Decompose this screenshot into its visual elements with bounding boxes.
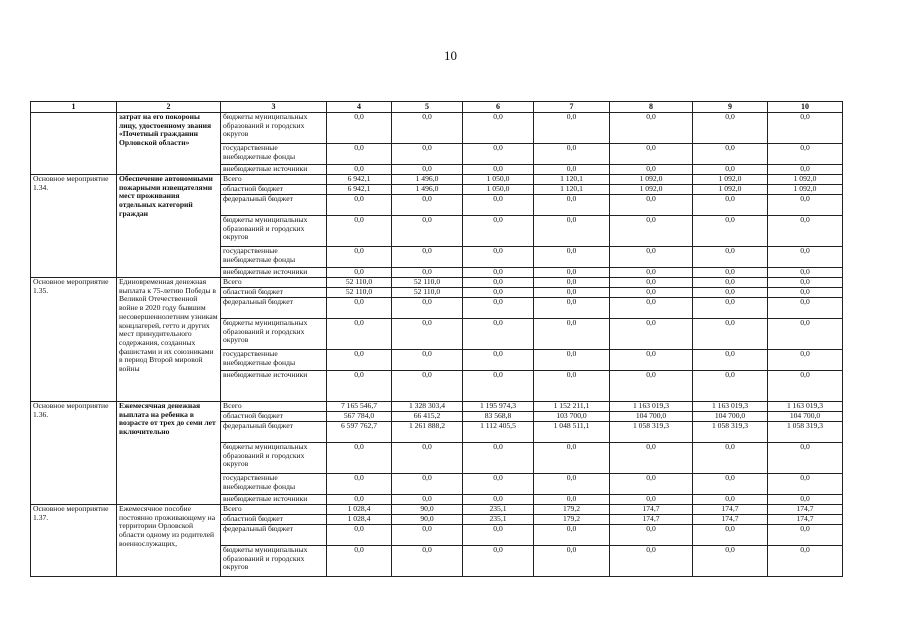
value-cell: 1 050,0 [463,185,534,195]
value-cell: 0,0 [693,546,768,577]
header-row [31,102,843,113]
funding-source-cell: Всего [221,402,327,412]
value-cell: 0,0 [610,525,693,546]
value-cell: 52 110,0 [392,288,463,298]
funding-source-cell: государственные внебюджетные фонды [221,247,327,268]
value-cell: 52 110,0 [327,278,392,288]
funding-source-cell: областной бюджет [221,288,327,298]
value-cell: 104 700,0 [610,412,693,422]
value-cell: 0,0 [463,474,534,495]
value-cell: 0,0 [693,443,768,474]
value-cell: 0,0 [327,144,392,165]
value-cell: 0,0 [610,288,693,298]
value-cell: 174,7 [610,505,693,515]
value-cell: 0,0 [768,268,843,278]
value-cell: 1 092,0 [693,175,768,185]
value-cell: 0,0 [392,165,463,175]
event-number-cell: Основное мероприятие 1.35. [31,278,117,402]
value-cell: 1 058 319,3 [610,422,693,443]
value-cell: 0,0 [768,443,843,474]
value-cell: 567 784,0 [327,412,392,422]
value-cell: 0,0 [463,546,534,577]
value-cell: 0,0 [768,350,843,371]
value-cell: 0,0 [610,495,693,505]
value-cell: 1 496,0 [392,175,463,185]
value-cell: 0,0 [534,165,610,175]
value-cell: 0,0 [610,144,693,165]
funding-source-cell: областной бюджет [221,515,327,525]
value-cell: 0,0 [534,113,610,144]
value-cell: 66 415,2 [392,412,463,422]
value-cell: 0,0 [463,278,534,288]
value-cell: 0,0 [463,165,534,175]
value-cell: 1 058 319,3 [693,422,768,443]
event-number-cell [31,113,117,175]
value-cell: 0,0 [534,495,610,505]
value-cell: 0,0 [693,247,768,268]
value-cell: 0,0 [768,216,843,247]
header-cell: 2 [117,102,221,113]
value-cell: 0,0 [463,371,534,402]
event-name-cell: Обеспечение автономными пожарными извещателями мест проживания отдельных категорий граждан [117,175,221,278]
value-cell: 0,0 [463,195,534,216]
value-cell: 0,0 [768,495,843,505]
value-cell: 0,0 [768,113,843,144]
value-cell: 0,0 [610,247,693,268]
value-cell: 0,0 [327,525,392,546]
value-cell: 0,0 [392,298,463,319]
value-cell: 0,0 [610,165,693,175]
value-cell: 0,0 [534,288,610,298]
value-cell: 0,0 [610,278,693,288]
header-cell: 10 [768,102,843,113]
value-cell: 174,7 [693,505,768,515]
value-cell: 0,0 [693,144,768,165]
value-cell: 0,0 [534,319,610,350]
value-cell: 0,0 [327,195,392,216]
value-cell: 0,0 [693,216,768,247]
value-cell: 0,0 [534,474,610,495]
funding-source-cell: бюджеты муниципальных образований и городских округов [221,216,327,247]
funding-source-cell: Всего [221,278,327,288]
value-cell: 0,0 [463,525,534,546]
value-cell: 90,0 [392,515,463,525]
value-cell: 0,0 [693,195,768,216]
value-cell: 0,0 [534,546,610,577]
value-cell: 0,0 [327,216,392,247]
value-cell: 0,0 [768,144,843,165]
value-cell: 0,0 [392,495,463,505]
funding-source-cell: бюджеты муниципальных образований и городских округов [221,443,327,474]
event-name-cell: затрат на его покороны лицу, удостоенному звания «Почетный гражданин Орловской области» [117,113,221,175]
value-cell: 0,0 [327,165,392,175]
value-cell: 0,0 [534,247,610,268]
value-cell: 0,0 [534,216,610,247]
value-cell: 1 050,0 [463,175,534,185]
header-cell: 1 [31,102,117,113]
value-cell: 0,0 [327,443,392,474]
value-cell: 0,0 [768,165,843,175]
funding-source-cell: бюджеты муниципальных образований и городских округов [221,546,327,577]
event-number-cell: Основное мероприятие 1.36. [31,402,117,505]
funding-source-cell: внебюджетные источники [221,495,327,505]
value-cell: 90,0 [392,505,463,515]
value-cell: 0,0 [610,113,693,144]
header-cell: 5 [392,102,463,113]
value-cell: 1 120,1 [534,175,610,185]
funding-source-cell: Всего [221,175,327,185]
value-cell: 0,0 [768,247,843,268]
value-cell: 0,0 [768,474,843,495]
table-row [31,505,843,515]
value-cell: 52 110,0 [327,288,392,298]
value-cell: 0,0 [534,195,610,216]
value-cell: 0,0 [327,247,392,268]
value-cell: 0,0 [610,443,693,474]
value-cell: 179,2 [534,515,610,525]
value-cell: 1 163 019,3 [768,402,843,412]
value-cell: 0,0 [463,216,534,247]
value-cell: 0,0 [768,319,843,350]
value-cell: 0,0 [392,371,463,402]
value-cell: 0,0 [610,298,693,319]
value-cell: 0,0 [327,495,392,505]
value-cell: 0,0 [768,546,843,577]
value-cell: 0,0 [768,288,843,298]
table-row [31,113,843,144]
value-cell: 83 568,8 [463,412,534,422]
value-cell: 0,0 [693,268,768,278]
value-cell: 0,0 [327,546,392,577]
funding-source-cell: федеральный бюджет [221,525,327,546]
value-cell: 174,7 [768,505,843,515]
funding-source-cell: федеральный бюджет [221,298,327,319]
value-cell: 0,0 [768,525,843,546]
event-number-cell: Основное мероприятие 1.37. [31,505,117,577]
funding-source-cell: государственные внебюджетные фонды [221,350,327,371]
header-cell: 8 [610,102,693,113]
value-cell: 0,0 [534,525,610,546]
value-cell: 0,0 [392,319,463,350]
value-cell: 174,7 [693,515,768,525]
value-cell: 0,0 [610,371,693,402]
value-cell: 0,0 [463,443,534,474]
value-cell: 235,1 [463,515,534,525]
value-cell: 1 028,4 [327,505,392,515]
funding-source-cell: областной бюджет [221,185,327,195]
table-row [31,402,843,412]
header-cell: 7 [534,102,610,113]
value-cell: 52 110,0 [392,278,463,288]
funding-source-cell: государственные внебюджетные фонды [221,474,327,495]
value-cell: 0,0 [534,278,610,288]
value-cell: 6 942,1 [327,185,392,195]
value-cell: 104 700,0 [768,412,843,422]
value-cell: 0,0 [463,144,534,165]
value-cell: 0,0 [534,298,610,319]
value-cell: 6 942,1 [327,175,392,185]
table-row [31,278,843,288]
event-name-cell: Ежемесячное пособие постоянно проживающему на территории Орловской области одному из родителей военнослужащих, [117,505,221,577]
table-body [31,113,843,577]
value-cell: 0,0 [534,144,610,165]
header-cell: 9 [693,102,768,113]
value-cell: 0,0 [610,474,693,495]
value-cell: 103 700,0 [534,412,610,422]
funding-source-cell: внебюджетные источники [221,268,327,278]
funding-source-cell: Всего [221,505,327,515]
value-cell: 0,0 [534,350,610,371]
value-cell: 7 165 546,7 [327,402,392,412]
funding-source-cell: государственные внебюджетные фонды [221,144,327,165]
page-number: 10 [444,48,457,63]
value-cell: 0,0 [463,298,534,319]
value-cell: 0,0 [327,113,392,144]
value-cell: 0,0 [610,350,693,371]
value-cell: 0,0 [463,495,534,505]
table-row [31,175,843,185]
header-cell: 4 [327,102,392,113]
value-cell: 1 092,0 [610,175,693,185]
value-cell: 0,0 [610,216,693,247]
value-cell: 0,0 [327,371,392,402]
header-cell: 3 [221,102,327,113]
value-cell: 1 048 511,1 [534,422,610,443]
value-cell: 0,0 [392,546,463,577]
funding-source-cell: бюджеты муниципальных образований и городских округов [221,319,327,350]
value-cell: 0,0 [392,113,463,144]
value-cell: 0,0 [693,165,768,175]
value-cell: 0,0 [693,495,768,505]
value-cell: 0,0 [327,474,392,495]
event-number-cell: Основное мероприятие 1.34. [31,175,117,278]
value-cell: 0,0 [534,371,610,402]
value-cell: 0,0 [534,443,610,474]
value-cell: 104 700,0 [693,412,768,422]
value-cell: 0,0 [392,195,463,216]
value-cell: 0,0 [463,350,534,371]
value-cell: 1 328 303,4 [392,402,463,412]
value-cell: 0,0 [327,319,392,350]
value-cell: 0,0 [392,443,463,474]
value-cell: 0,0 [463,113,534,144]
value-cell: 0,0 [768,371,843,402]
value-cell: 0,0 [693,371,768,402]
value-cell: 1 092,0 [610,185,693,195]
value-cell: 179,2 [534,505,610,515]
value-cell: 0,0 [327,268,392,278]
value-cell: 1 261 888,2 [392,422,463,443]
value-cell: 0,0 [768,278,843,288]
value-cell: 235,1 [463,505,534,515]
value-cell: 0,0 [392,525,463,546]
value-cell: 0,0 [693,298,768,319]
value-cell: 1 163 019,3 [693,402,768,412]
value-cell: 0,0 [693,350,768,371]
value-cell: 0,0 [392,216,463,247]
funding-source-cell: внебюджетные источники [221,165,327,175]
value-cell: 174,7 [610,515,693,525]
value-cell: 0,0 [463,288,534,298]
header-cell: 6 [463,102,534,113]
value-cell: 0,0 [768,298,843,319]
funding-source-cell: внебюджетные источники [221,371,327,402]
value-cell: 0,0 [768,195,843,216]
value-cell: 0,0 [392,350,463,371]
value-cell: 1 028,4 [327,515,392,525]
value-cell: 6 597 762,7 [327,422,392,443]
value-cell: 0,0 [693,288,768,298]
event-name-cell: Ежемесячная денежная выплата на ребенка в возрасте от трех до семи лет включительно [117,402,221,505]
value-cell: 0,0 [327,298,392,319]
funding-source-cell: областной бюджет [221,412,327,422]
value-cell: 1 152 211,1 [534,402,610,412]
value-cell: 0,0 [693,319,768,350]
funding-source-cell: федеральный бюджет [221,195,327,216]
value-cell: 1 092,0 [768,175,843,185]
value-cell: 1 120,1 [534,185,610,195]
event-name-cell: Единовременная денежная выплата к 75-летию Победы в Великой Отечественной войне в 2020 году бывшим несовершеннолетним узникам концлагерей, гетто и других мест принудительного содержания, созданных фашистами и их союзниками в период Второй мировой войны [117,278,221,402]
value-cell: 0,0 [610,546,693,577]
funding-source-cell: федеральный бюджет [221,422,327,443]
value-cell: 1 112 405,5 [463,422,534,443]
value-cell: 0,0 [392,144,463,165]
value-cell: 0,0 [463,247,534,268]
value-cell: 0,0 [463,319,534,350]
value-cell: 0,0 [392,268,463,278]
value-cell: 0,0 [693,474,768,495]
value-cell: 1 092,0 [693,185,768,195]
value-cell: 1 195 974,3 [463,402,534,412]
value-cell: 0,0 [392,474,463,495]
value-cell: 0,0 [610,319,693,350]
value-cell: 1 058 319,3 [768,422,843,443]
value-cell: 1 496,0 [392,185,463,195]
value-cell: 0,0 [392,247,463,268]
funding-source-cell: бюджеты муниципальных образований и городских округов [221,113,327,144]
value-cell: 0,0 [534,268,610,278]
value-cell: 0,0 [610,195,693,216]
value-cell: 0,0 [610,268,693,278]
value-cell: 174,7 [768,515,843,525]
value-cell: 0,0 [693,525,768,546]
value-cell: 1 163 019,3 [610,402,693,412]
value-cell: 1 092,0 [768,185,843,195]
value-cell: 0,0 [693,113,768,144]
budget-table [30,101,843,577]
value-cell: 0,0 [463,268,534,278]
value-cell: 0,0 [693,278,768,288]
value-cell: 0,0 [327,350,392,371]
